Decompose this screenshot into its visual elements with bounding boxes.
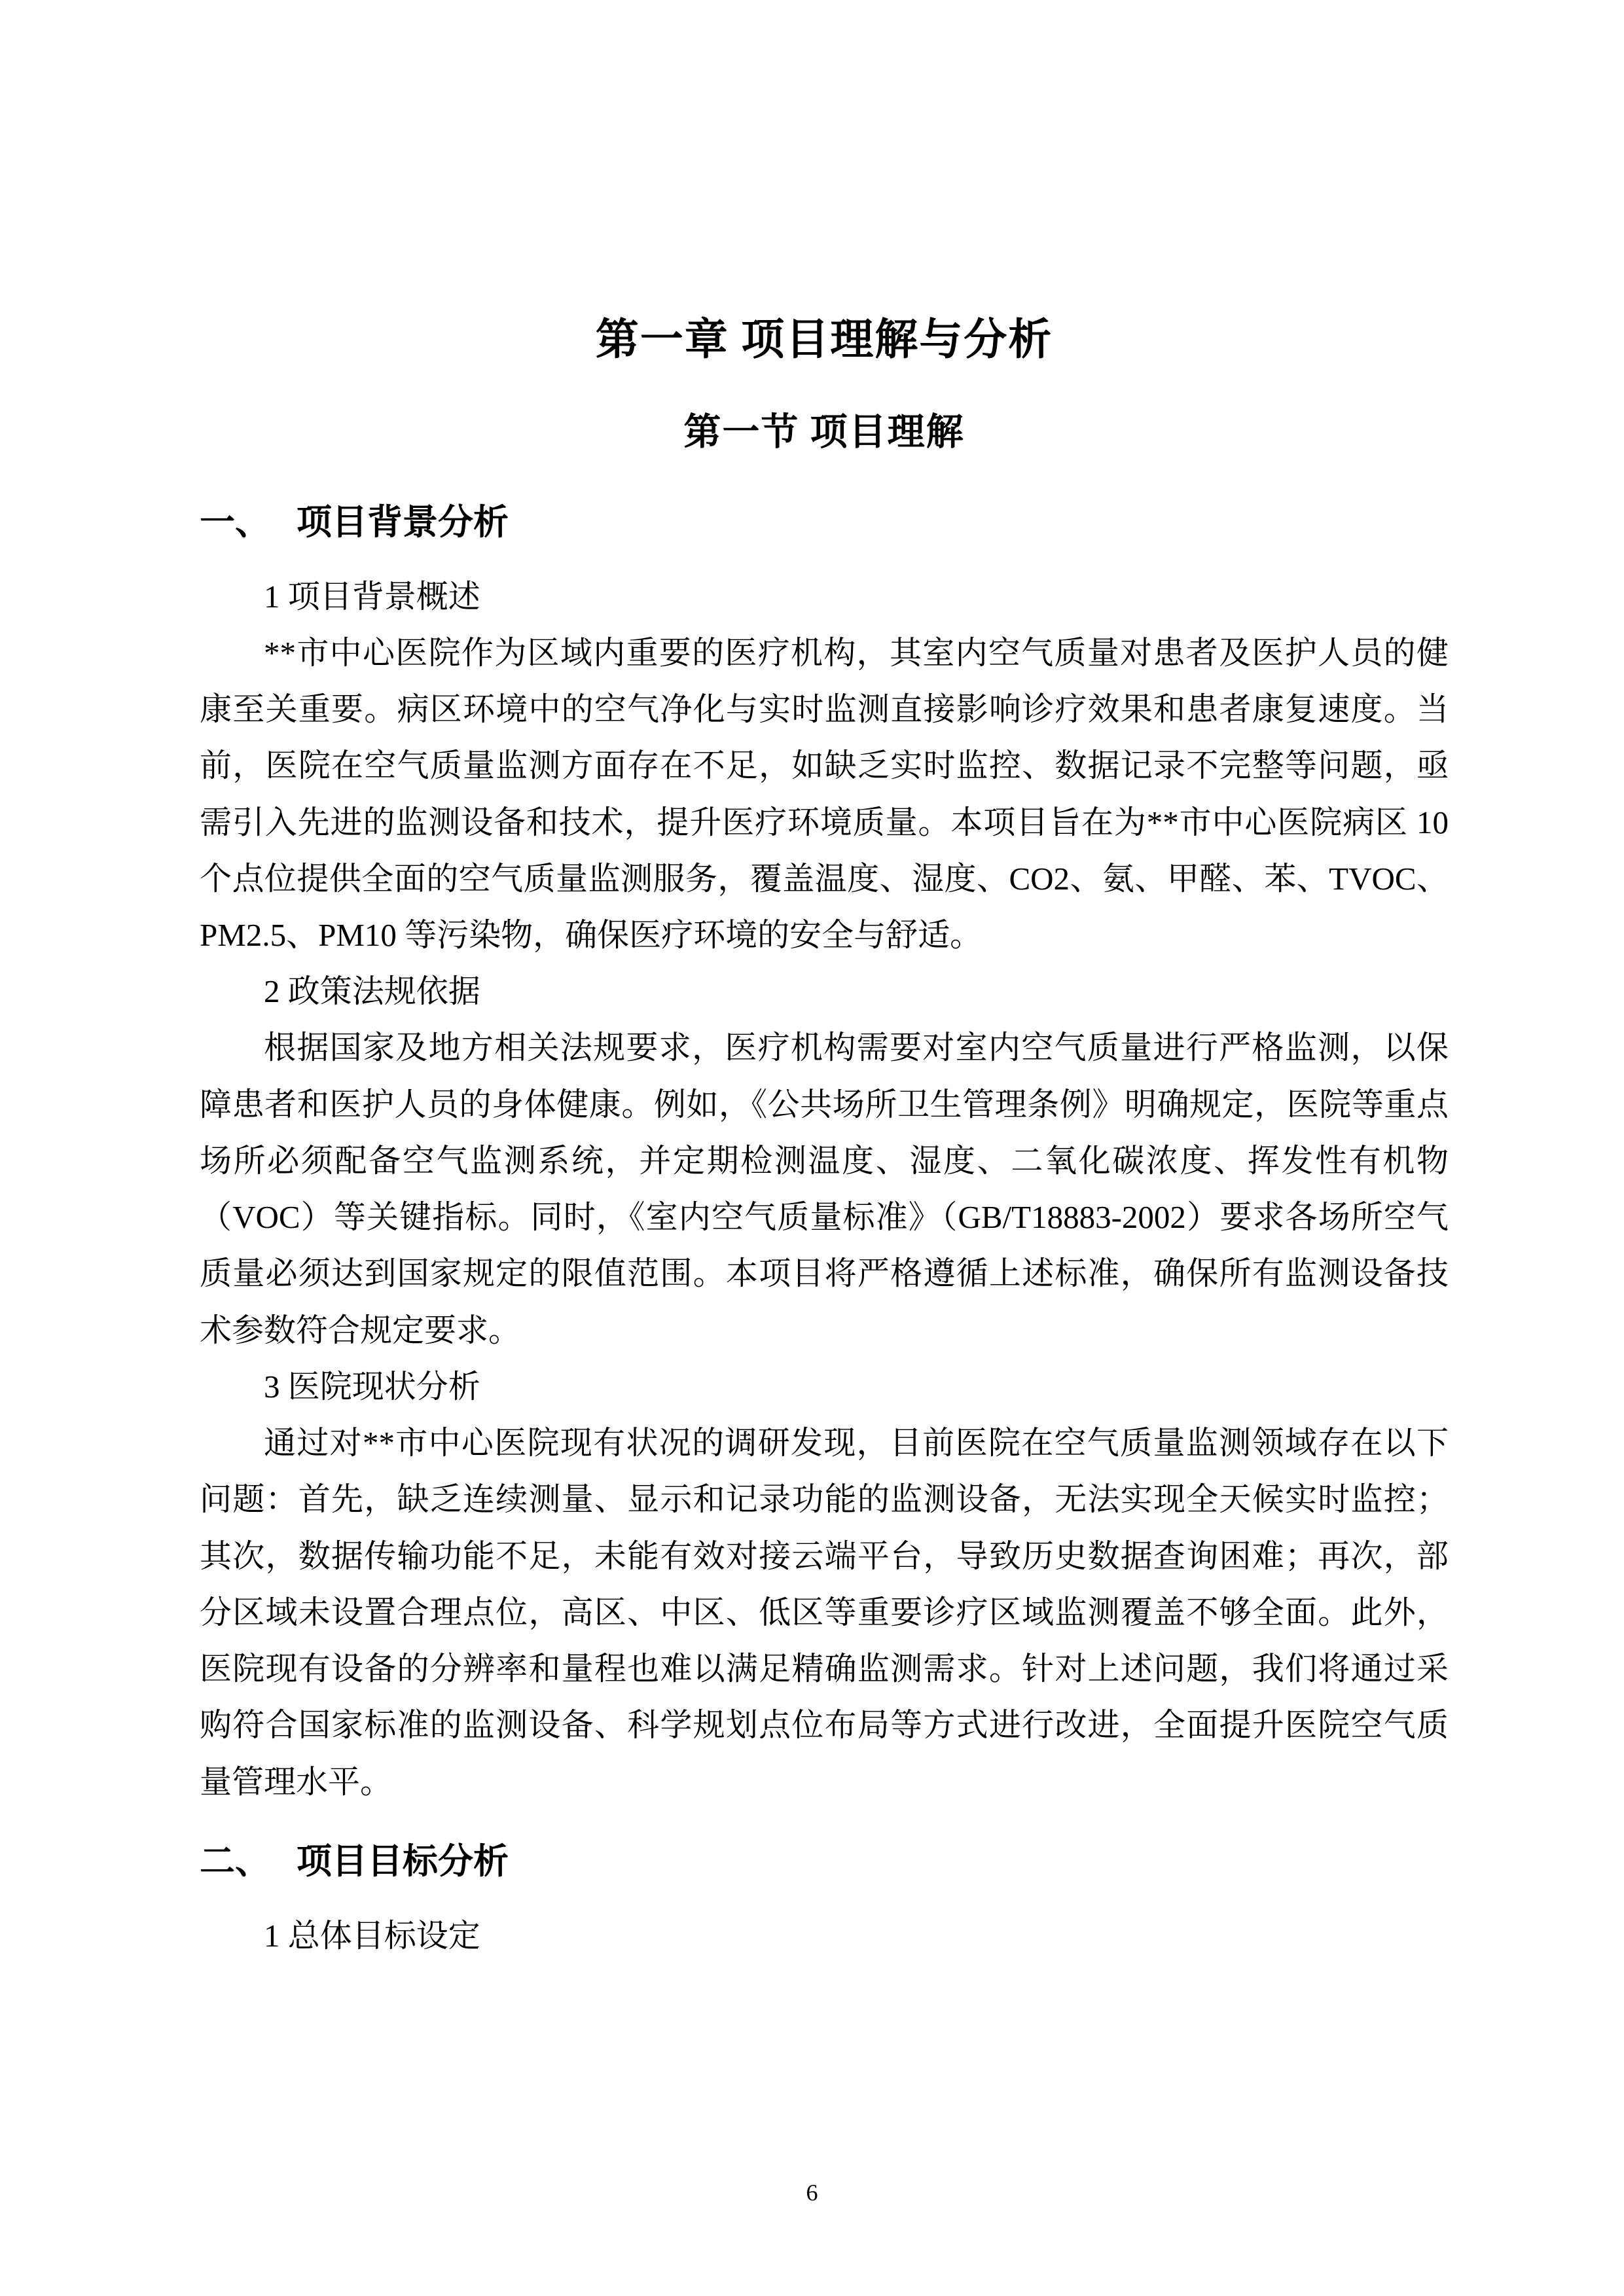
section-body: [200, 1908, 1449, 1964]
subsection-label-overall-goal: 1 总体目标设定: [264, 1917, 480, 1954]
heading-numeral: 一、: [200, 502, 270, 542]
paragraph-background-overview: **市中心医院作为区域内重要的医疗机构，其室内空气质量对患者及医护人员的健康至关重要。病区环境中的空气净化与实时监测直接影响诊疗效果和患者康复速度。当前，医院在空气质量监测方面存在不足，如缺乏实时监控、数据记录不完整等问题，亟需引入先进的监测设备和技术，提升医疗环境质量。本项目旨在为**市中心医院病区 10 个点位提供全面的空气质量监测服务，覆盖温度、湿度、CO2、氨、甲醛、苯、TVOC、PM2.5、PM10 等污染物，确保医疗环境的安全与舒适。: [200, 634, 1449, 953]
chapter-title: 第一章 项目理解与分析: [595, 316, 1053, 364]
subsection-label-background-overview: 1 项目背景概述: [264, 578, 480, 615]
heading-numeral: 二、: [200, 1841, 270, 1881]
heading-text: 项目背景分析: [297, 502, 509, 542]
section-title: 第一节 项目理解: [683, 412, 965, 454]
paragraph-policy-basis: 根据国家及地方相关法规要求，医疗机构需要对室内空气质量进行严格监测，以保障患者和医护人员的身体健康。例如，《公共场所卫生管理条例》明确规定，医院等重点场所必须配备空气监测系统，并定期检测温度、湿度、二氧化碳浓度、挥发性有机物（VOC）等关键指标。同时，《室内空气质量标准》（GB/T18883-2002）要求各场所空气质量必须达到国家规定的限值范围。本项目将严格遵循上述标准，确保所有监测设备技术参数符合规定要求。: [200, 1030, 1449, 1348]
page-number: 6: [806, 2179, 818, 2206]
subsection-label-hospital-status: 3 医院现状分析: [264, 1368, 480, 1405]
heading-project-background: [200, 496, 1449, 549]
section-body: [200, 569, 1449, 1810]
heading-text: 项目目标分析: [297, 1841, 509, 1881]
heading-project-goals: [200, 1835, 1449, 1888]
subsection-label-policy-basis: 2 政策法规依据: [264, 973, 480, 1010]
paragraph-hospital-status: 通过对**市中心医院现有状况的调研发现，目前医院在空气质量监测领域存在以下问题：首先，缺乏连续测量、显示和记录功能的监测设备，无法实现全天候实时监控；其次，数据传输功能不足，未能有效对接云端平台，导致历史数据查询困难；再次，部分区域未设置合理点位，高区、中区、低区等重要诊疗区域监测覆盖不够全面。此外，医院现有设备的分辨率和量程也难以满足精确监测需求。针对上述问题，我们将通过采购符合国家标准的监测设备、科学规划点位布局等方式进行改进，全面提升医院空气质量管理水平。: [200, 1425, 1449, 1800]
